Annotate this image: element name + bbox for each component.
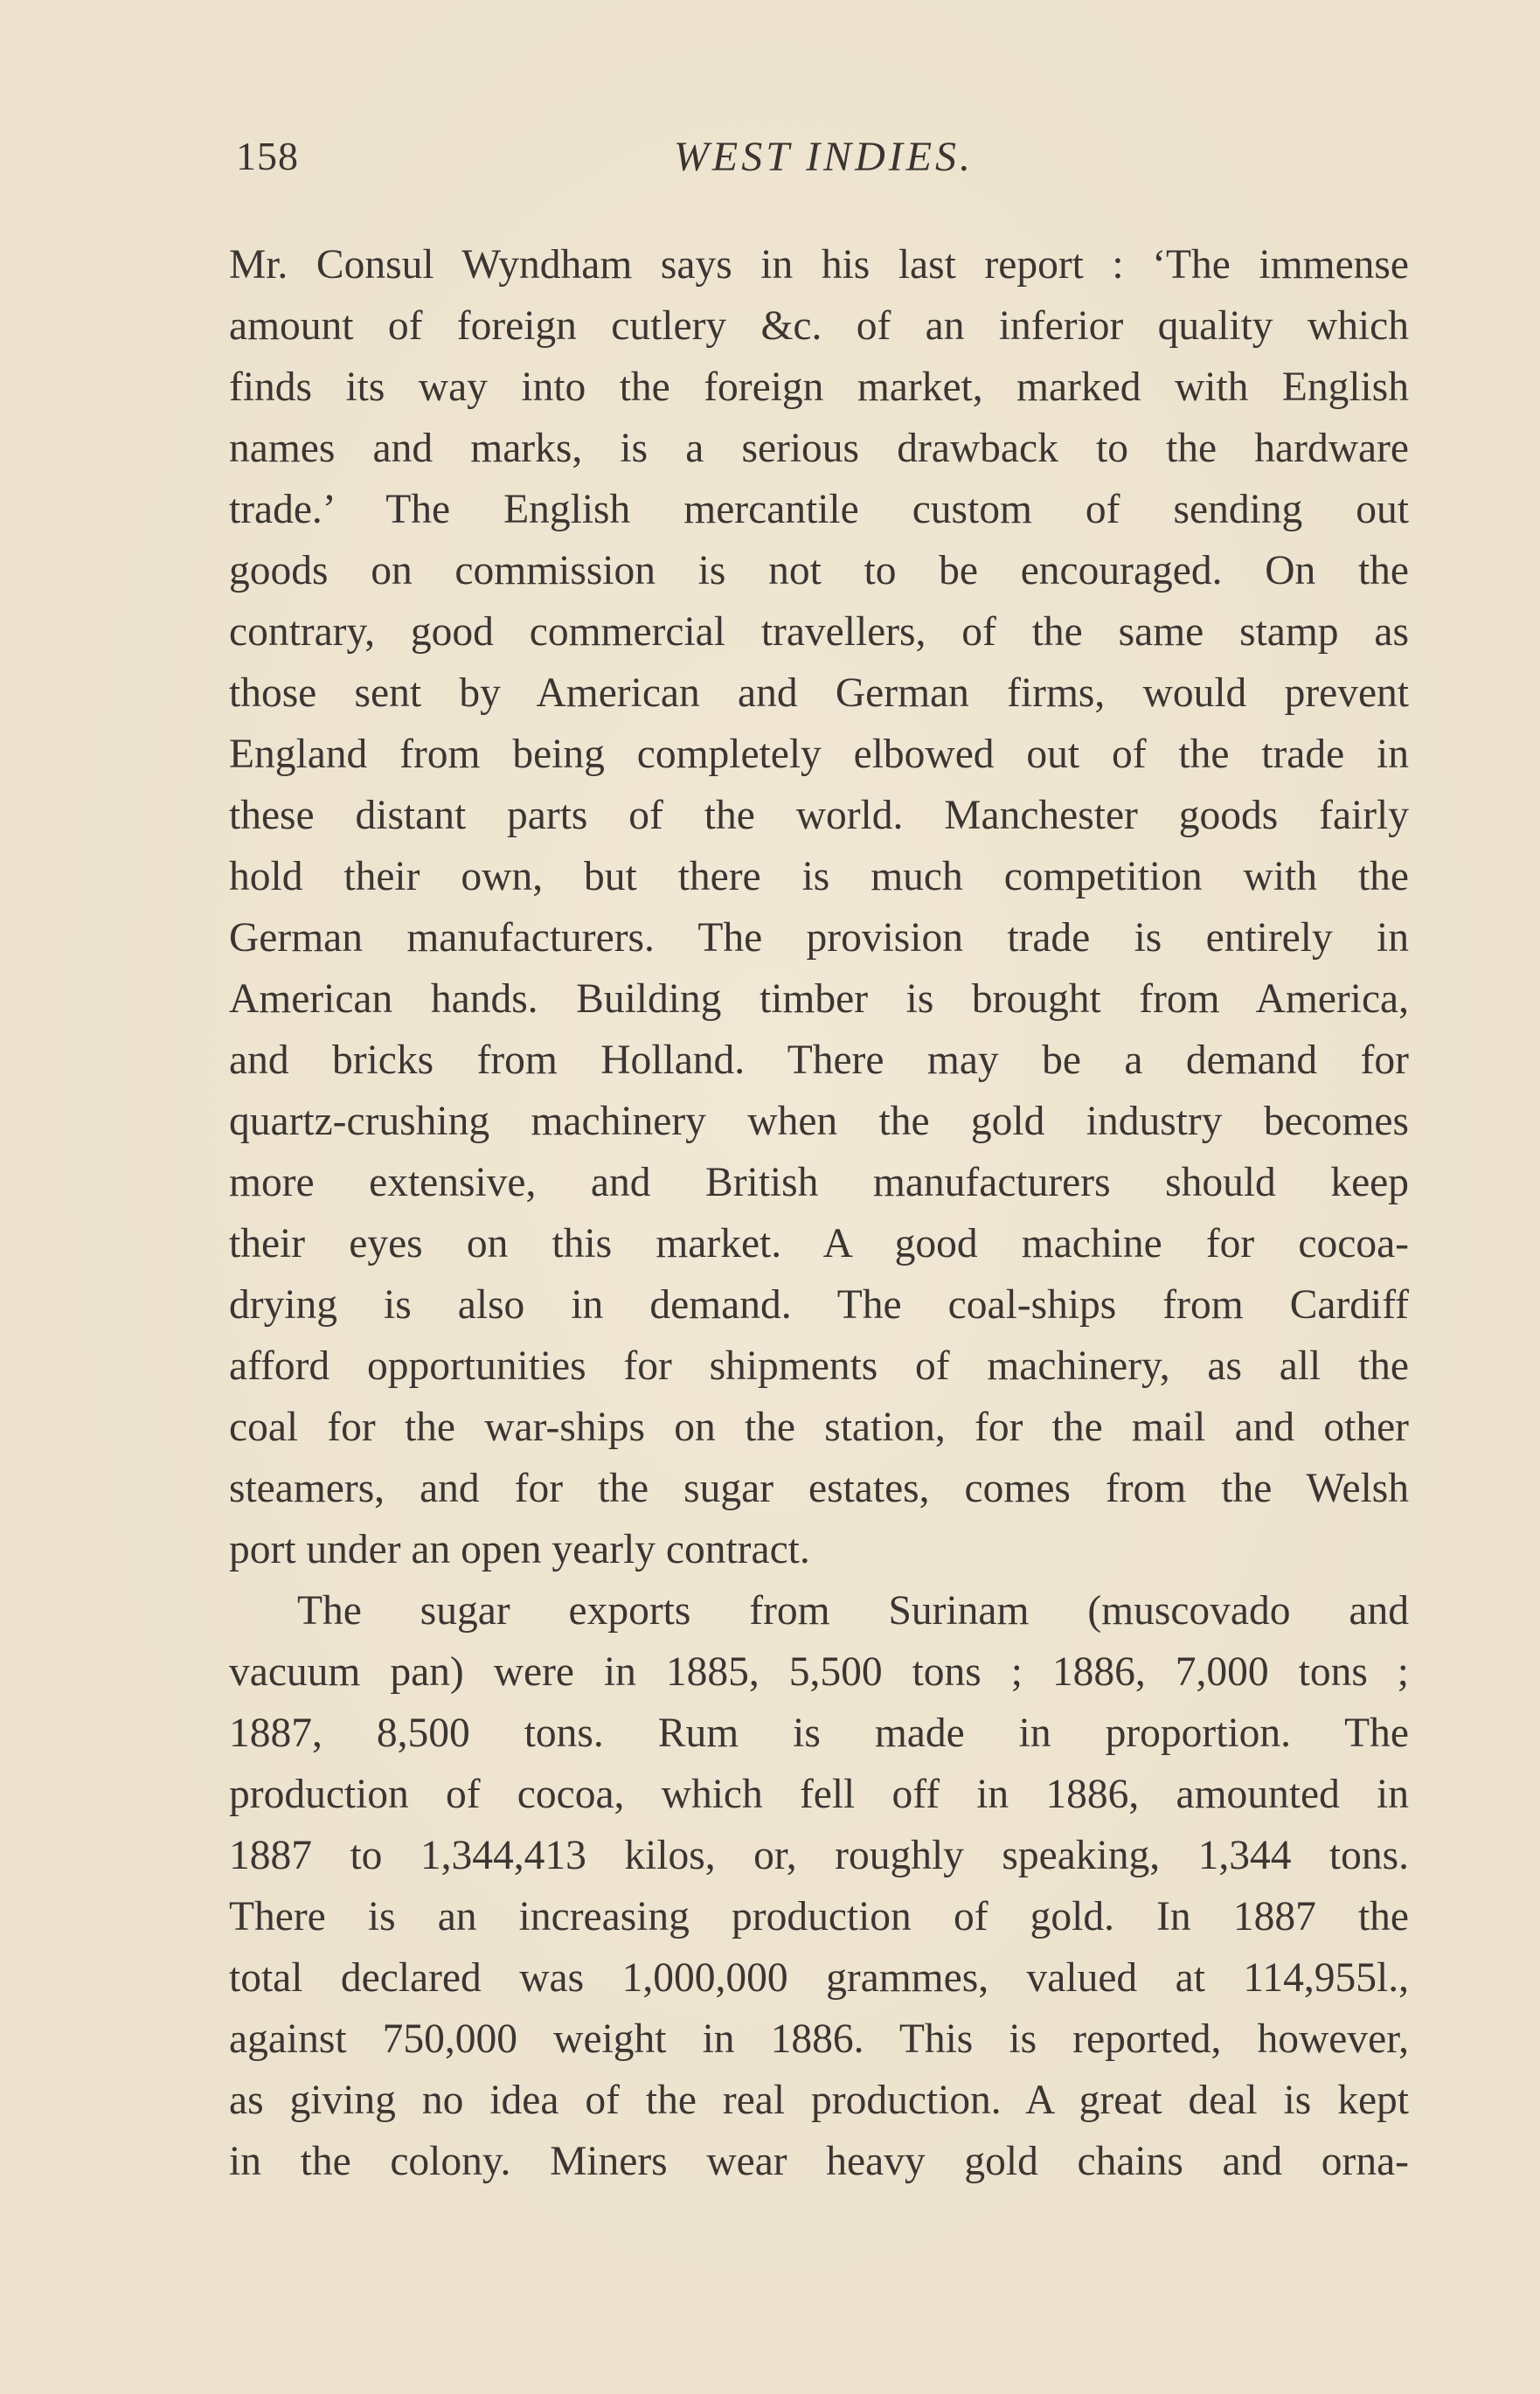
text-line: those sent by American and German firms, would prevent (229, 670, 1409, 716)
text-line: Mr. Consul Wyndham says in his last report : ‘The immense (229, 242, 1409, 288)
text-line: hold their own, but there is much competition with the (229, 854, 1409, 899)
text-line: against 750,000 weight in 1886. This is reported, however, (229, 2016, 1409, 2062)
text-line: 1887, 8,500 tons. Rum is made in proportion. The (229, 1710, 1409, 1756)
text-line: American hands. Building timber is brought from America, (229, 976, 1409, 1022)
text-line: quartz-crushing machinery when the gold industry becomes (229, 1099, 1409, 1144)
text-line: steamers, and for the sugar estates, comes from the Welsh (229, 1466, 1409, 1511)
text-line: production of cocoa, which fell off in 1886, amounted in (229, 1772, 1409, 1817)
text-line: their eyes on this market. A good machine for cocoa- (229, 1221, 1409, 1266)
text-line: total declared was 1,000,000 grammes, valued at 114,955l., (229, 1955, 1409, 2001)
text-line: drying is also in demand. The coal-ships from Cardiff (229, 1282, 1409, 1328)
text-line: England from being completely elbowed out of the trade in (229, 732, 1409, 777)
text-line: amount of foreign cutlery &c. of an inferior quality which (229, 303, 1409, 349)
text-line: The sugar exports from Surinam (muscovado and (297, 1588, 1409, 1634)
text-line: 1887 to 1,344,413 kilos, or, roughly speaking, 1,344 tons. (229, 1833, 1409, 1878)
text-line: contrary, good commercial travellers, of the same stamp as (229, 609, 1409, 655)
text-line: as giving no idea of the real production. A great deal is kept (229, 2078, 1409, 2123)
body-text (229, 234, 1409, 2192)
text-line: more extensive, and British manufacturers should keep (229, 1160, 1409, 1205)
page-header (236, 133, 1412, 194)
text-line: finds its way into the foreign market, marked with English (229, 364, 1409, 410)
text-line: and bricks from Holland. There may be a demand for (229, 1037, 1409, 1083)
page-number: 158 (236, 134, 299, 178)
text-line: port under an open yearly contract. (229, 1527, 810, 1572)
text-line: coal for the war-ships on the station, for the mail and other (229, 1405, 1409, 1450)
text-line: There is an increasing production of gold. In 1887 the (229, 1894, 1409, 1939)
text-line: afford opportunities for shipments of machinery, as all the (229, 1343, 1409, 1389)
text-line: these distant parts of the world. Manchester goods fairly (229, 793, 1409, 838)
text-line: German manufacturers. The provision trade is entirely in (229, 915, 1409, 961)
text-line: goods on commission is not to be encouraged. On the (229, 548, 1409, 593)
text-line: trade.’ The English mercantile custom of sending out (229, 487, 1409, 532)
text-line: vacuum pan) were in 1885, 5,500 tons ; 1886, 7,000 tons ; (229, 1649, 1409, 1695)
text-line: names and marks, is a serious drawback to the hardware (229, 426, 1409, 471)
running-head: WEST INDIES. (673, 134, 975, 180)
text-line: in the colony. Miners wear heavy gold chains and orna- (229, 2139, 1409, 2184)
